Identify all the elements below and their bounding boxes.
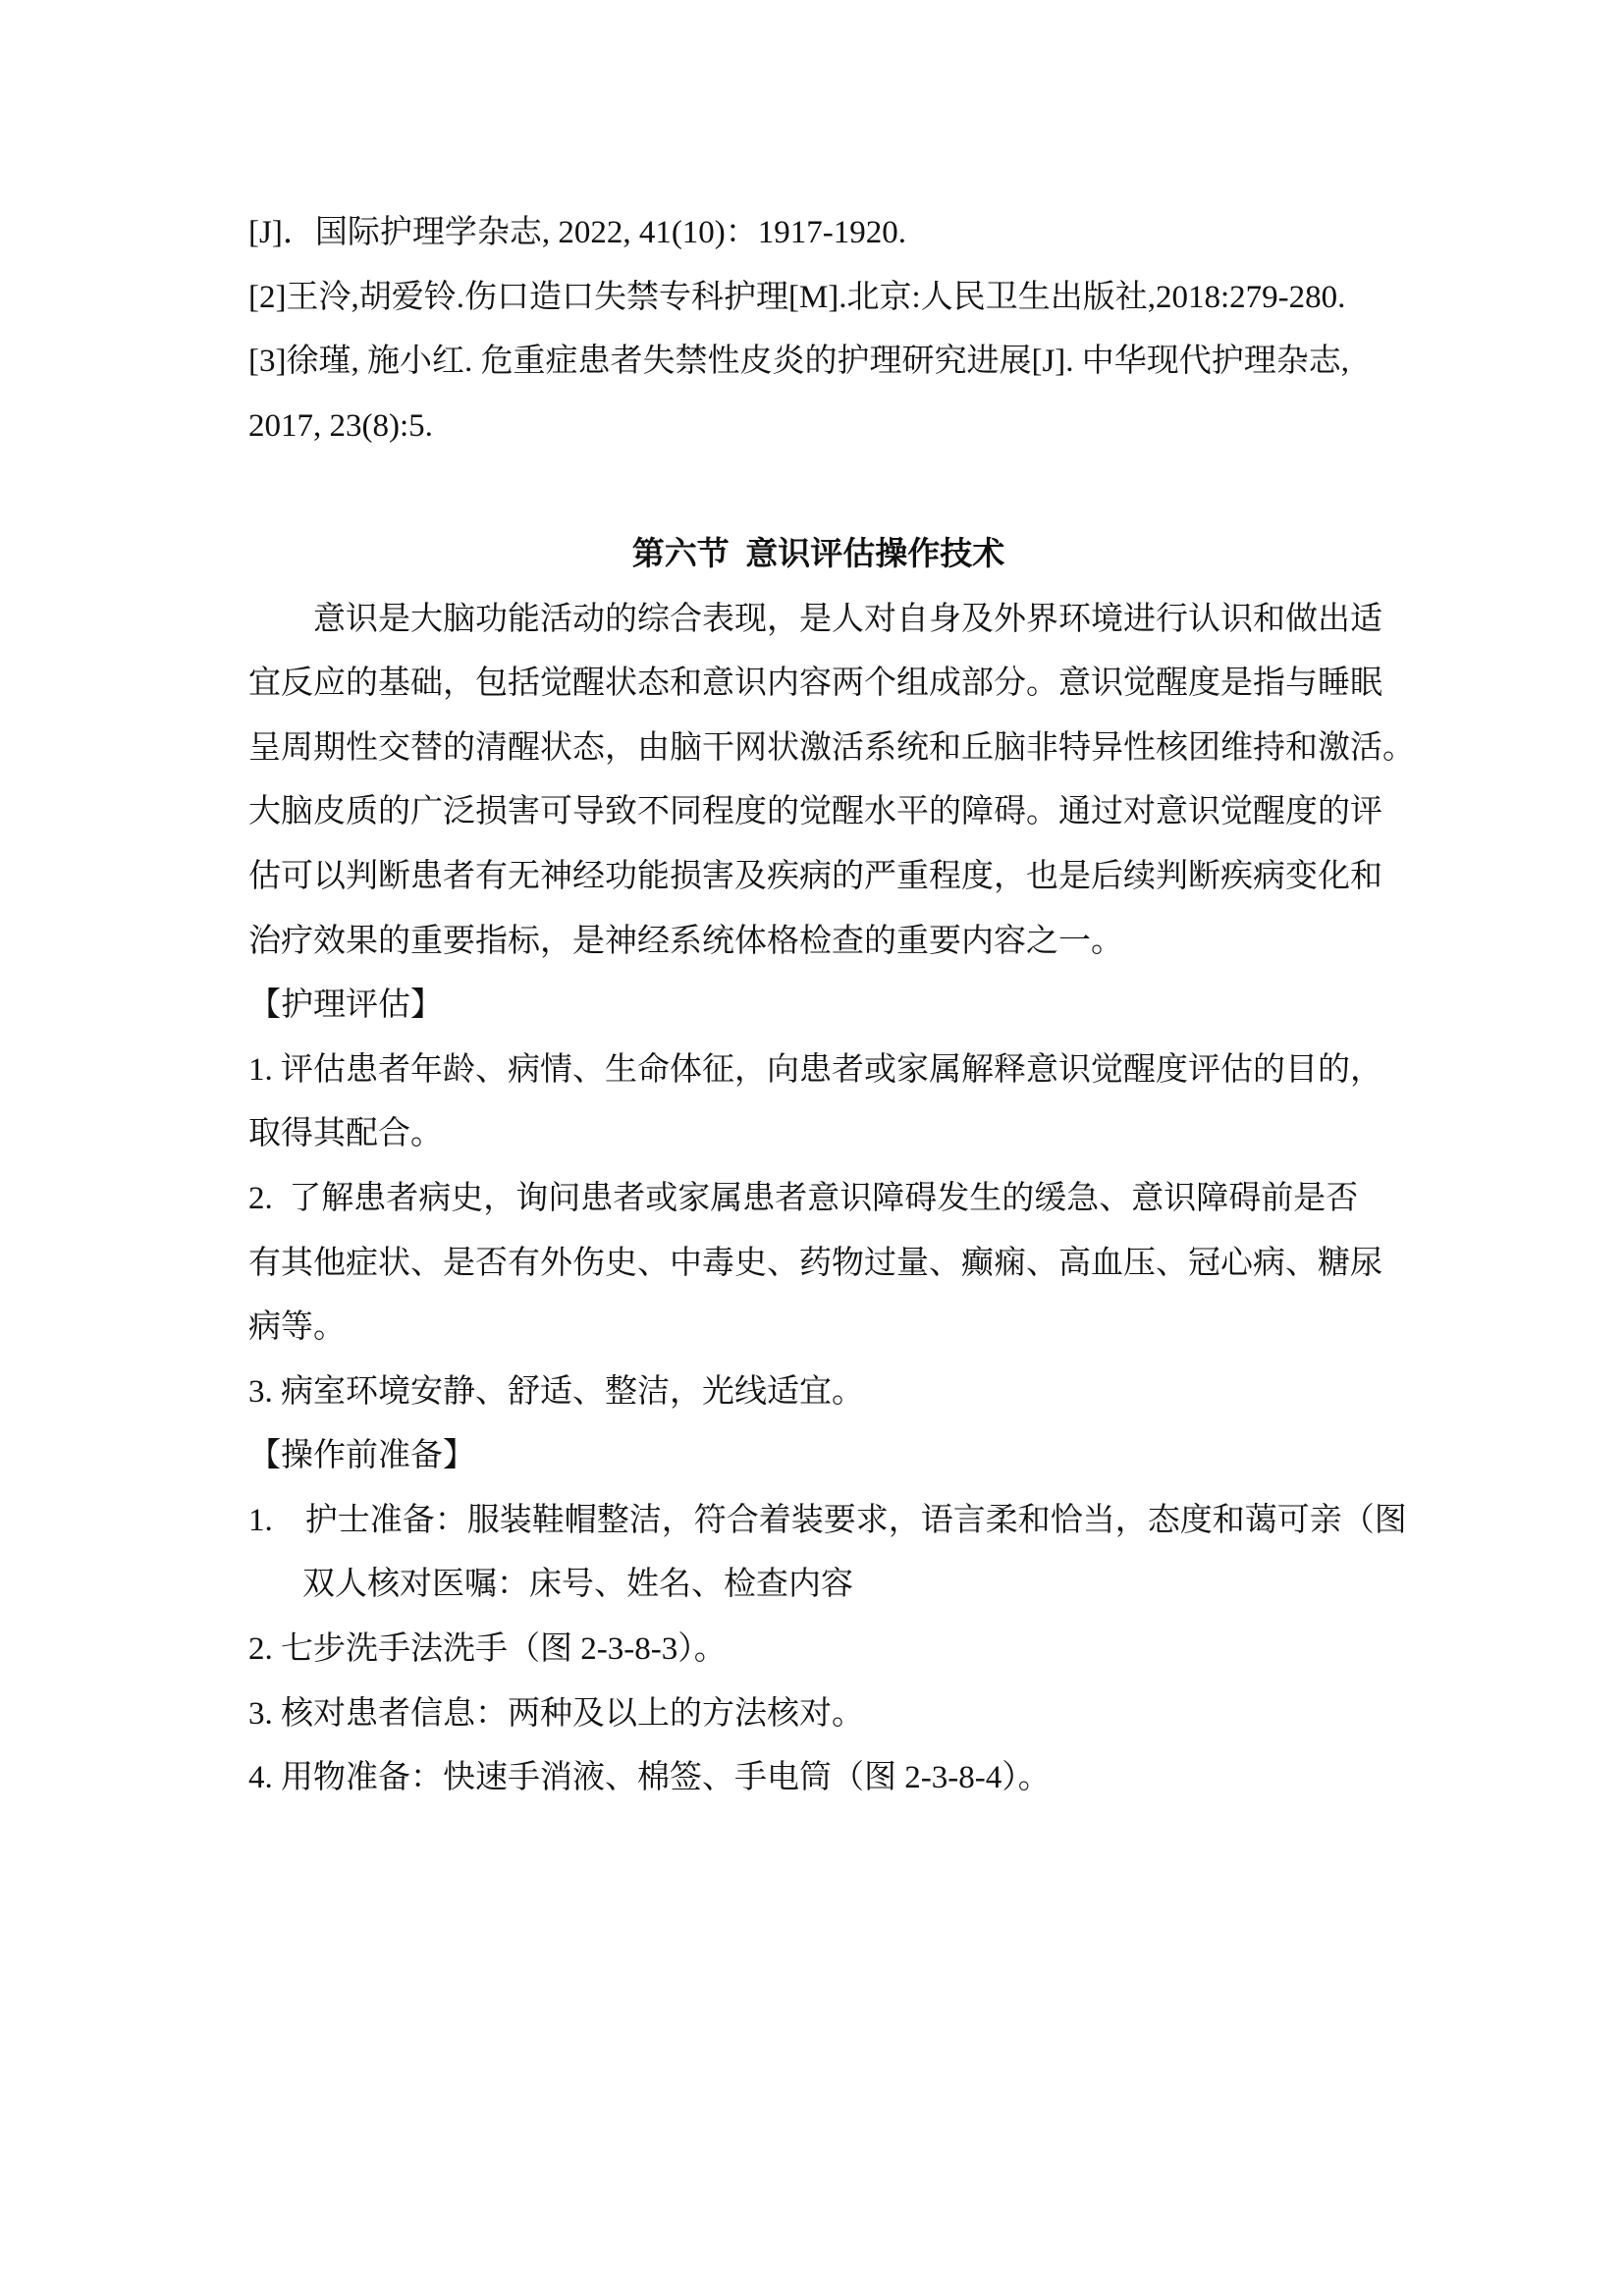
list-item-line: 4. 用物准备：快速手消液、棉签、手电筒（图 2-3-8-4）。 <box>248 1760 1051 1796</box>
list-item-line: 取得其配合。 <box>248 1116 443 1152</box>
section-heading-preparation: 【操作前准备】 <box>248 1438 475 1474</box>
document-body <box>248 201 1415 1811</box>
section-heading-nursing-assessment: 【护理评估】 <box>248 988 443 1024</box>
reference-line: [3]徐瑾, 施小红. 危重症患者失禁性皮炎的护理研究进展[J]. 中华现代护理杂志, <box>248 344 1350 380</box>
list-item-line: 1. 评估患者年龄、病情、生命体征，向患者或家属解释意识觉醒度评估的目的， <box>248 1051 1382 1088</box>
intro-paragraph-line: 大脑皮质的广泛损害可导致不同程度的觉醒水平的障碍。通过对意识觉醒度的评 <box>248 794 1382 830</box>
spacer <box>248 458 1388 523</box>
list-item-line: 3. 核对患者信息：两种及以上的方法核对。 <box>248 1695 864 1732</box>
list-item-line: 3. 病室环境安静、舒适、整洁，光线适宜。 <box>248 1373 864 1410</box>
intro-paragraph-line: 宜反应的基础，包括觉醒状态和意识内容两个组成部分。意识觉醒度是指与睡眠 <box>248 666 1382 702</box>
list-item-line: 1. 护士准备：服装鞋帽整洁，符合着装要求，语言柔和恰当，态度和蔼可亲（图 <box>248 1502 1407 1538</box>
list-item-line: 2. 七步洗手法洗手（图 2-3-8-3）。 <box>248 1631 727 1668</box>
intro-paragraph-line: 意识是大脑功能活动的综合表现，是人对自身及外界环境进行认识和做出适 <box>313 601 1382 637</box>
intro-paragraph-line: 呈周期性交替的清醒状态，由脑干网状激活系统和丘脑非特异性核团维持和激活。 <box>248 729 1415 766</box>
reference-line: [J]．国际护理学杂志, 2022, 41(10)：1917-1920. <box>248 215 907 250</box>
list-item-line: 有其他症状、是否有外伤史、中毒史、药物过量、癫痫、高血压、冠心病、糖尿 <box>248 1245 1382 1281</box>
list-item-line: 双人核对医嘱：床号、姓名、检查内容 <box>302 1567 853 1603</box>
intro-paragraph-line: 估可以判断患者有无神经功能损害及疾病的严重程度，也是后续判断疾病变化和 <box>248 858 1382 894</box>
reference-line: 2017, 23(8):5. <box>248 407 433 444</box>
list-item-line: 2. 了解患者病史，询问患者或家属患者意识障碍发生的缓急、意识障碍前是否 <box>248 1180 1359 1216</box>
list-item-line: 病等。 <box>248 1309 346 1346</box>
section-title: 第六节 意识评估操作技术 <box>631 536 1005 572</box>
reference-line: [2]王泠,胡爱铃.伤口造口失禁专科护理[M].北京:人民卫生出版社,2018:279-280. <box>248 279 1346 315</box>
intro-paragraph-line: 治疗效果的重要指标，是神经系统体格检查的重要内容之一。 <box>248 923 1123 959</box>
